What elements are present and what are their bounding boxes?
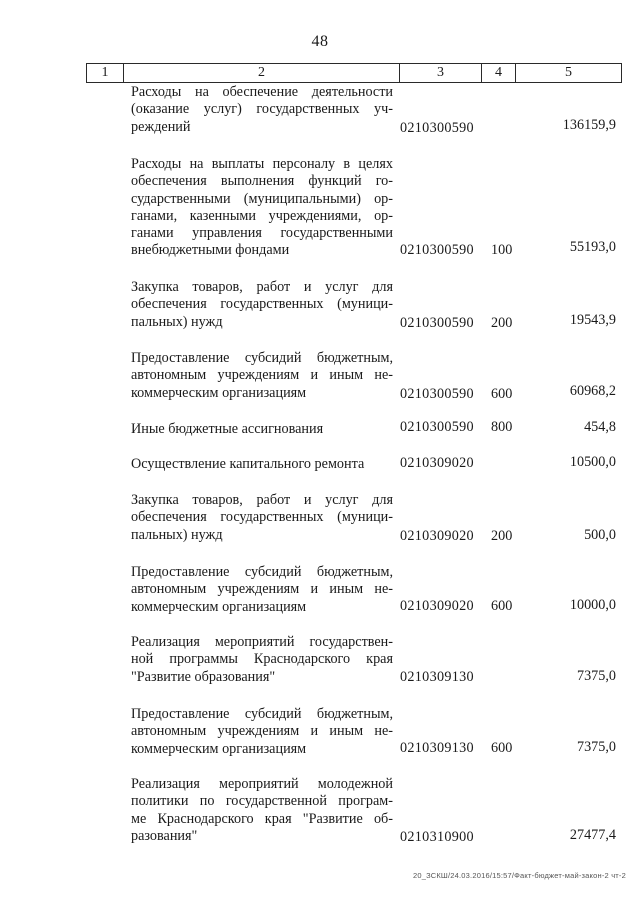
row-description bbox=[131, 84, 393, 136]
row-description bbox=[131, 706, 393, 758]
description-line: коммерческим организациям bbox=[131, 740, 307, 757]
description-line: реждений bbox=[131, 118, 191, 135]
description-line: Расходы на выплаты персоналу в целях bbox=[131, 156, 393, 172]
row-description bbox=[131, 564, 393, 616]
description-line: автономным учреждениям и иным не- bbox=[131, 581, 393, 598]
row-description bbox=[131, 634, 393, 686]
description-line: "Развитие образования" bbox=[131, 668, 276, 685]
target-code: 0210300590 bbox=[400, 120, 474, 136]
amount: 10500,0 bbox=[569, 454, 616, 470]
page-number: 48 bbox=[311, 33, 329, 50]
description-line: ме Краснодарского края "Развитие об- bbox=[131, 810, 393, 827]
target-code: 0210300590 bbox=[400, 386, 474, 402]
row-description bbox=[131, 156, 393, 260]
column-header-2: 2 bbox=[123, 64, 399, 82]
description-line: пальных) нужд bbox=[131, 526, 223, 543]
amount: 55193,0 bbox=[569, 239, 616, 255]
description-line: (оказание услуг) государственных уч- bbox=[131, 101, 393, 118]
row-description bbox=[131, 421, 393, 438]
description-line: автономным учреждениям и иным не- bbox=[131, 367, 393, 384]
amount: 500,0 bbox=[584, 527, 616, 543]
expense-type: 600 bbox=[491, 740, 513, 756]
target-code: 0210309130 bbox=[400, 740, 474, 756]
column-header-5: 5 bbox=[515, 64, 622, 82]
expense-type: 800 bbox=[491, 419, 513, 435]
row-description bbox=[131, 492, 393, 544]
description-line: коммерческим организациям bbox=[131, 598, 307, 615]
target-code: 0210310900 bbox=[400, 829, 474, 845]
description-line: сударственными (муниципальными) ор- bbox=[131, 190, 393, 207]
amount: 19543,9 bbox=[569, 312, 616, 328]
amount: 454,8 bbox=[584, 419, 616, 435]
expense-type: 200 bbox=[491, 528, 513, 544]
description-line: обеспечения выполнения функций го- bbox=[131, 173, 393, 190]
target-code: 0210309020 bbox=[400, 455, 474, 471]
expense-type: 600 bbox=[491, 386, 513, 402]
amount: 7375,0 bbox=[576, 739, 616, 755]
description-line: обеспечения государственных (муници- bbox=[131, 296, 393, 313]
description-line: пальных) нужд bbox=[131, 313, 223, 330]
description-line: Закупка товаров, работ и услуг для bbox=[131, 492, 393, 508]
description-line: коммерческим организациям bbox=[131, 384, 307, 401]
description-line: автономным учреждениям и иным не- bbox=[131, 723, 393, 740]
description-line: Предоставление субсидий бюджетным, bbox=[131, 564, 393, 580]
description-line: Предоставление субсидий бюджетным, bbox=[131, 350, 393, 366]
expense-type: 100 bbox=[491, 242, 513, 258]
description-line: Закупка товаров, работ и услуг для bbox=[131, 279, 393, 295]
target-code: 0210309020 bbox=[400, 528, 474, 544]
amount: 60968,2 bbox=[569, 383, 616, 399]
target-code: 0210300590 bbox=[400, 315, 474, 331]
amount: 7375,0 bbox=[576, 668, 616, 684]
target-code: 0210300590 bbox=[400, 419, 474, 435]
description-line: Реализация мероприятий молодежной bbox=[131, 776, 393, 792]
footer-file-stamp: 20_ЗСКШ/24.03.2016/15:57/Факт-бюджет-май-закон-2 чт-2 bbox=[412, 871, 626, 880]
description-line: внебюджетными фондами bbox=[131, 242, 290, 259]
row-description bbox=[131, 350, 393, 402]
target-code: 0210309020 bbox=[400, 598, 474, 614]
description-line: политики по государственной програм- bbox=[131, 793, 393, 810]
description-line: разования" bbox=[131, 827, 198, 844]
description-line: Осуществление капитального ремонта bbox=[131, 456, 365, 472]
description-line: Иные бюджетные ассигнования bbox=[131, 421, 324, 437]
description-line: обеспечения государственных (муници- bbox=[131, 509, 393, 526]
amount: 10000,0 bbox=[569, 597, 616, 613]
description-line: ганами управления государственными bbox=[131, 225, 393, 242]
description-line: Расходы на обеспечение деятельности bbox=[131, 84, 393, 100]
column-header-3: 3 bbox=[399, 64, 481, 82]
column-header-4: 4 bbox=[481, 64, 515, 82]
description-line: ганами, казенными учреждениями, ор- bbox=[131, 207, 393, 224]
amount: 27477,4 bbox=[569, 827, 616, 843]
row-description bbox=[131, 776, 393, 845]
target-code: 0210300590 bbox=[400, 242, 474, 258]
row-description bbox=[131, 279, 393, 331]
column-header-1: 1 bbox=[86, 64, 123, 82]
expense-type: 200 bbox=[491, 315, 513, 331]
amount: 136159,9 bbox=[562, 117, 616, 133]
target-code: 0210309130 bbox=[400, 669, 474, 685]
row-description bbox=[131, 456, 393, 473]
description-line: ной программы Краснодарского края bbox=[131, 651, 393, 668]
expense-type: 600 bbox=[491, 598, 513, 614]
description-line: Предоставление субсидий бюджетным, bbox=[131, 706, 393, 722]
description-line: Реализация мероприятий государствен- bbox=[131, 634, 393, 650]
